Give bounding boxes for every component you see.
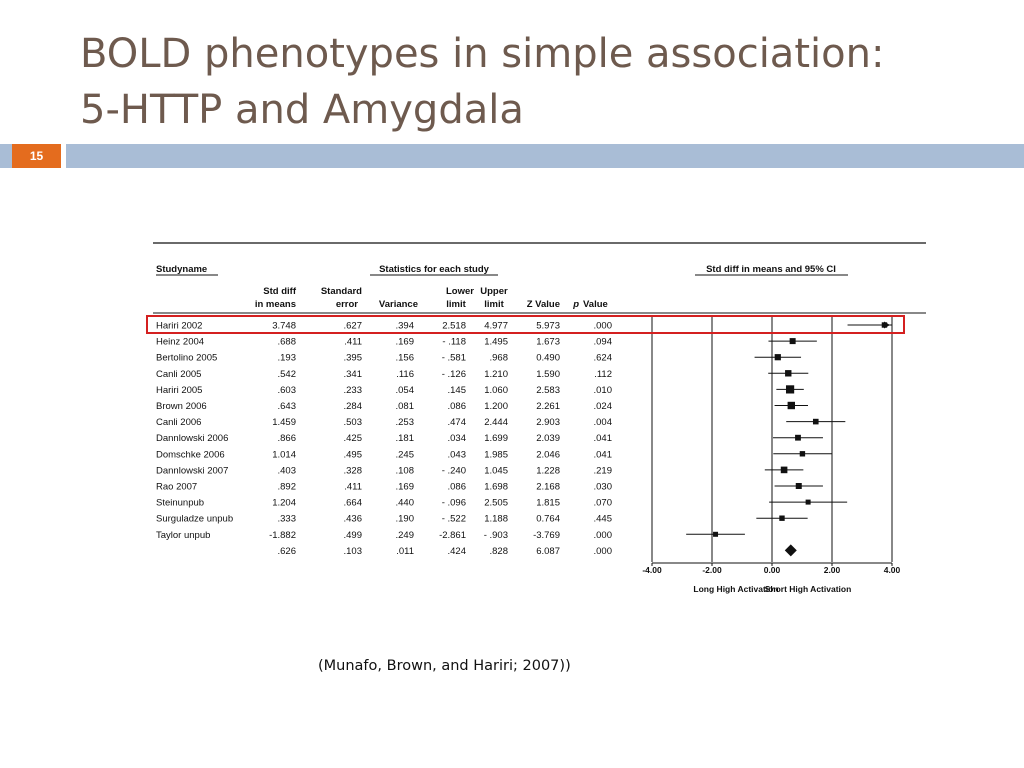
row-z-value: 0.764 xyxy=(536,513,560,525)
row-p-value: .094 xyxy=(593,336,612,348)
effect-size-marker xyxy=(779,516,784,521)
row-study-name: Brown 2006 xyxy=(156,401,207,412)
summary-diamond xyxy=(785,544,797,556)
highlight-box-hariri-2002 xyxy=(147,316,904,333)
row-variance: .394 xyxy=(395,320,414,332)
effect-size-marker xyxy=(795,435,801,441)
row-std-diff: .403 xyxy=(277,465,296,477)
row-z-value: 1.815 xyxy=(536,497,560,509)
row-std-diff: 3.748 xyxy=(272,320,296,332)
x-axis-tick-label: 2.00 xyxy=(823,565,841,575)
row-standard-error: .499 xyxy=(343,529,362,541)
effect-size-marker xyxy=(713,532,718,537)
row-lower-limit: - .240 xyxy=(441,465,466,477)
col-header-upper-1: Upper xyxy=(480,286,508,297)
row-study-name: Canli 2005 xyxy=(156,368,202,380)
row-study-name: Dannlowski 2007 xyxy=(156,465,229,477)
row-study-name: Steinunpub xyxy=(156,497,205,509)
row-study-name: Rao 2007 xyxy=(156,481,198,493)
effect-size-marker xyxy=(785,370,791,376)
summary-z-value: 6.087 xyxy=(536,545,560,557)
row-p-value: .041 xyxy=(593,433,612,445)
row-std-diff: .866 xyxy=(277,433,296,445)
col-header-upper-2: limit xyxy=(484,299,504,310)
effect-size-marker xyxy=(800,451,805,456)
row-study-name: Domschke 2006 xyxy=(156,449,225,461)
row-lower-limit: .086 xyxy=(447,481,466,493)
row-p-value: .010 xyxy=(593,384,612,396)
col-header-p-value: Value xyxy=(583,299,608,310)
row-z-value: 2.168 xyxy=(536,481,560,493)
row-z-value: -3.769 xyxy=(533,529,560,541)
row-variance: .054 xyxy=(395,384,414,396)
row-lower-limit: .043 xyxy=(447,449,466,461)
row-variance: .081 xyxy=(395,401,414,412)
row-variance: .190 xyxy=(395,513,414,525)
row-upper-limit: 1.210 xyxy=(484,368,508,380)
row-standard-error: .328 xyxy=(343,465,362,477)
row-z-value: 1.590 xyxy=(536,368,560,380)
row-p-value: .070 xyxy=(593,497,612,509)
row-upper-limit: 4.977 xyxy=(484,320,508,332)
summary-standard-error: .103 xyxy=(343,545,362,557)
slide-title-line-1: BOLD phenotypes in simple association: xyxy=(80,31,885,77)
row-standard-error: .664 xyxy=(343,497,362,509)
header-study-name: Studyname xyxy=(156,264,208,275)
row-lower-limit: - .581 xyxy=(441,352,466,364)
effect-size-marker xyxy=(788,402,795,409)
x-axis-tick-label: 0.00 xyxy=(763,565,781,575)
citation: (Munafo, Brown, and Hariri; 2007)) xyxy=(318,658,571,674)
row-upper-limit: 2.505 xyxy=(484,497,508,509)
row-variance: .169 xyxy=(395,336,414,348)
row-variance: .108 xyxy=(395,465,414,477)
row-p-value: .624 xyxy=(593,352,612,364)
row-standard-error: .503 xyxy=(343,417,362,429)
row-p-value: .112 xyxy=(594,368,612,380)
row-upper-limit: 1.045 xyxy=(484,465,508,477)
row-variance: .440 xyxy=(395,497,414,509)
row-study-name: Taylor unpub xyxy=(156,529,211,541)
row-lower-limit: - .126 xyxy=(441,368,466,380)
row-variance: .169 xyxy=(395,481,414,493)
row-variance: .181 xyxy=(395,433,414,445)
col-header-p-italic: p xyxy=(573,299,579,310)
row-variance: .253 xyxy=(395,417,414,429)
row-upper-limit: 1.495 xyxy=(484,336,508,348)
row-standard-error: .495 xyxy=(343,449,362,461)
slide-title-line-2: 5-HTTP and Amygdala xyxy=(80,87,524,133)
summary-std-diff: .626 xyxy=(277,545,296,557)
x-axis-tick-label: -4.00 xyxy=(642,565,662,575)
row-std-diff: .643 xyxy=(277,401,296,412)
x-axis-tick-label: 4.00 xyxy=(883,565,901,575)
row-p-value: .024 xyxy=(593,401,612,412)
col-header-se-1: Standard xyxy=(320,286,362,297)
row-upper-limit: 1.698 xyxy=(484,481,508,493)
row-study-name: Hariri 2002 xyxy=(156,320,203,332)
row-z-value: 2.039 xyxy=(536,433,560,445)
col-header-std-diff-1: Std diff xyxy=(263,286,296,297)
row-std-diff: .603 xyxy=(277,384,296,396)
row-standard-error: .411 xyxy=(344,481,362,493)
row-upper-limit: 1.200 xyxy=(484,401,508,412)
row-lower-limit: .034 xyxy=(447,433,466,445)
row-standard-error: .395 xyxy=(343,352,362,364)
row-std-diff: .542 xyxy=(277,368,296,380)
row-variance: .116 xyxy=(396,368,414,380)
row-p-value: .041 xyxy=(593,449,612,461)
row-std-diff: .193 xyxy=(277,352,296,364)
row-z-value: 2.903 xyxy=(536,417,560,429)
row-p-value: .000 xyxy=(593,320,612,332)
header-statistics-group: Statistics for each study xyxy=(379,264,489,275)
row-variance: .245 xyxy=(395,449,414,461)
row-std-diff: 1.459 xyxy=(272,417,296,429)
effect-size-marker xyxy=(813,419,819,425)
row-variance: .249 xyxy=(395,529,414,541)
row-study-name: Bertolino 2005 xyxy=(156,352,218,364)
row-std-diff: 1.204 xyxy=(272,497,296,509)
effect-size-marker xyxy=(775,354,781,360)
col-header-se-2: error xyxy=(335,299,358,310)
row-std-diff: 1.014 xyxy=(272,449,296,461)
row-z-value: 0.490 xyxy=(536,352,560,364)
row-lower-limit: - .118 xyxy=(442,336,466,348)
col-header-lower-2: limit xyxy=(446,299,466,310)
effect-size-marker xyxy=(790,338,796,344)
row-upper-limit: 1.699 xyxy=(484,433,508,445)
x-axis-tick-label: -2.00 xyxy=(702,565,722,575)
row-standard-error: .627 xyxy=(343,320,362,332)
summary-upper-limit: .828 xyxy=(489,545,508,557)
row-std-diff: .688 xyxy=(277,336,296,348)
row-upper-limit: 2.444 xyxy=(484,417,508,429)
row-upper-limit: 1.060 xyxy=(484,384,508,396)
x-label-long-high-activation: Long High Activation xyxy=(693,584,779,594)
row-lower-limit: .474 xyxy=(447,417,466,429)
row-upper-limit: .968 xyxy=(489,352,508,364)
row-upper-limit: 1.188 xyxy=(484,513,508,525)
row-standard-error: .425 xyxy=(343,433,362,445)
row-lower-limit: - .522 xyxy=(441,513,466,525)
summary-lower-limit: .424 xyxy=(447,545,466,557)
row-study-name: Surguladze unpub xyxy=(156,513,234,525)
summary-p-value: .000 xyxy=(593,545,612,557)
row-z-value: 2.046 xyxy=(536,449,560,461)
row-variance: .156 xyxy=(395,352,414,364)
row-lower-limit: 2.518 xyxy=(442,320,466,332)
effect-size-marker xyxy=(796,483,802,489)
row-p-value: .000 xyxy=(593,529,612,541)
row-standard-error: .411 xyxy=(344,336,362,348)
row-z-value: 2.583 xyxy=(536,384,560,396)
row-standard-error: .233 xyxy=(343,384,362,396)
row-std-diff: -1.882 xyxy=(269,529,296,541)
header-plot-group: Std diff in means and 95% CI xyxy=(706,264,836,275)
row-lower-limit: - .096 xyxy=(441,497,466,509)
row-upper-limit: 1.985 xyxy=(484,449,508,461)
row-z-value: 1.673 xyxy=(536,336,560,348)
row-study-name: Canli 2006 xyxy=(156,417,202,429)
row-z-value: 1.228 xyxy=(536,465,560,477)
row-study-name: Hariri 2005 xyxy=(156,384,203,396)
row-p-value: .030 xyxy=(593,481,612,493)
row-p-value: .445 xyxy=(593,513,612,525)
slide-number: 15 xyxy=(12,144,61,168)
effect-size-marker xyxy=(806,500,811,505)
row-standard-error: .436 xyxy=(343,513,362,525)
x-label-short-high-activation: Short High Activation xyxy=(764,584,852,594)
row-study-name: Heinz 2004 xyxy=(156,336,205,348)
row-z-value: 2.261 xyxy=(536,401,560,412)
row-z-value: 5.973 xyxy=(536,320,560,332)
row-std-diff: .892 xyxy=(277,481,296,493)
row-standard-error: .341 xyxy=(343,368,362,380)
row-lower-limit: -2.861 xyxy=(439,529,466,541)
row-lower-limit: .145 xyxy=(447,384,466,396)
col-header-variance: Variance xyxy=(378,299,418,310)
row-upper-limit: - .903 xyxy=(483,529,508,541)
row-lower-limit: .086 xyxy=(447,401,466,412)
row-p-value: .004 xyxy=(593,417,612,429)
col-header-std-diff-2: in means xyxy=(254,299,296,310)
col-header-lower-1: Lower xyxy=(446,286,474,297)
row-study-name: Dannlowski 2006 xyxy=(156,433,229,445)
summary-variance: .011 xyxy=(396,545,414,557)
row-standard-error: .284 xyxy=(343,401,362,412)
row-std-diff: .333 xyxy=(277,513,296,525)
col-header-z-value: Z Value xyxy=(526,299,560,310)
effect-size-marker xyxy=(786,385,794,393)
row-p-value: .219 xyxy=(593,465,612,477)
effect-size-marker xyxy=(781,467,788,474)
